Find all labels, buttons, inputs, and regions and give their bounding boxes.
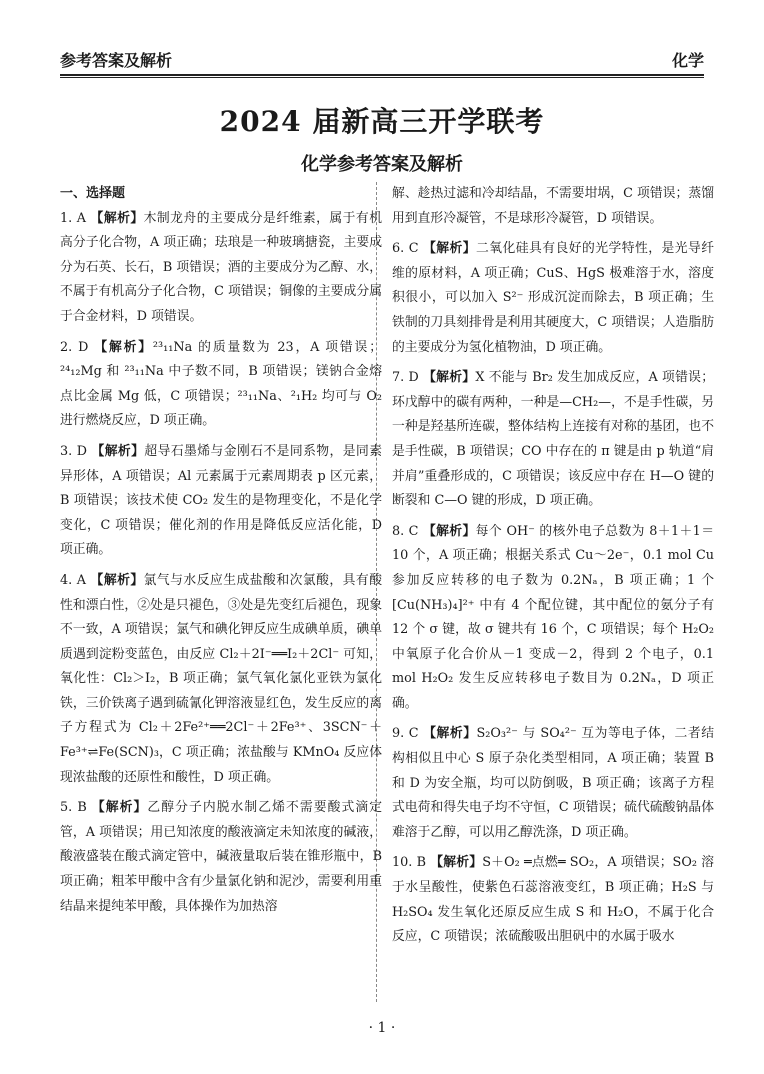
answer-number: 9. C xyxy=(392,726,419,742)
answer-number: 1. A xyxy=(60,210,86,226)
answer-item xyxy=(392,722,714,845)
answer-text: 氯气与水反应生成盐酸和次氯酸，具有酸性和漂白性，②处是只褪色，③处是先变红后褪色，现象不一致，A 项错误；氯气和碘化钾反应生成碘单质，碘单质遇到淀粉变蓝色，由反应 Cl₂＋2I⁻══I₂＋2Cl⁻ 可知，氧化性：Cl₂＞I₂，B 项正确；氯气氧化氯化亚铁为氯化铁，三价铁离子遇到硫氰化钾溶液显红色，发生反应的离子方程式为 Cl₂＋2Fe²⁺══2Cl⁻＋2Fe³⁺、3SCN⁻＋Fe³⁺⇌Fe(SCN)₃，C 项正确；浓盐酸与 KMnO₄ 反应体现浓盐酸的还原性和酸性，D 项正确。 xyxy=(60,572,382,785)
right-answer-list xyxy=(392,182,714,950)
answer-item xyxy=(60,207,382,330)
answer-number: 6. C xyxy=(392,241,419,257)
document-title: 2024 届新高三开学联考 xyxy=(219,105,545,138)
answer-item xyxy=(60,796,382,919)
analysis-tag: 【解析】 xyxy=(91,800,148,816)
header-left: 参考答案及解析 xyxy=(60,50,173,70)
answer-text: 乙醇分子内脱水制乙烯不需要酸式滴定管，A 项错误；用已知浓度的酸液滴定未知浓度的碱液，酸液盛装在酸式滴定管中，碱液量取后装在锥形瓶中，B 项正确；粗苯甲酸中含有少量氯化钠和泥沙，需要利用重结晶来提纯苯甲酸，具体操作为加热溶 xyxy=(60,800,382,914)
left-column xyxy=(60,182,382,925)
answer-item xyxy=(392,851,714,949)
document-subtitle: 化学参考答案及解析 xyxy=(301,154,463,175)
answer-item xyxy=(392,182,714,231)
answer-text: 解、趁热过滤和冷却结晶，不需要坩埚，C 项错误；蒸馏用到直形冷凝管，不是球形冷凝管，D 项错误。 xyxy=(392,186,714,226)
answer-number: 10. B xyxy=(392,855,427,871)
header-rule-thin xyxy=(60,77,704,78)
answer-item xyxy=(60,336,382,434)
analysis-tag: 【解析】 xyxy=(422,523,476,539)
analysis-tag: 【解析】 xyxy=(423,370,476,386)
section-heading: 一、选择题 xyxy=(60,186,126,201)
left-answer-list xyxy=(60,207,382,920)
answer-text: 二氧化硅具有良好的光学特性，是光导纤维的原材料，A 项正确；CuS、HgS 极难溶于水，溶度积很小，可以加入 S²⁻ 形成沉淀而除去，B 项正确；生铁制的刀具刻排骨是利用其硬度大，C 项错误；人造脂肪的主要成分为氢化植物油，D 项正确。 xyxy=(392,241,715,355)
answer-number: 4. A xyxy=(60,572,86,588)
right-column xyxy=(392,182,714,956)
analysis-tag: 【解析】 xyxy=(90,572,144,588)
header-right: 化学 xyxy=(671,50,704,70)
answer-text: 超导石墨烯与金刚石不是同系物，是同素异形体，A 项错误；Al 元素属于元素周期表 p 区元素，B 项错误；该技术使 CO₂ 发生的是物理变化，不是化学变化，C 项错误；催化剂的作用是降低反应活化能，D 项正确。 xyxy=(60,443,382,558)
answer-text: S＋O₂ ═点燃═ SO₂，A 项错误；SO₂ 溶于水呈酸性，使紫色石蕊溶液变红，B 项正确；H₂S 与 H₂SO₄ 发生氧化还原反应生成 S 和 H₂O，不属于化合反应，C 项错误；浓硫酸吸出胆矾中的水属于吸水 xyxy=(392,855,714,945)
answer-item xyxy=(60,569,382,790)
answer-text: X 不能与 Br₂ 发生加成反应，A 项错误；环戊醇中的碳有两种，一种是—CH₂—，不是手性碳，另一种是羟基所连碳，整体结构上连接有对称的基团，也不是手性碳，B 项错误；CO 中存在的 π 键是由 p 轨道“肩并肩”重叠形成的，C 项错误；该反应中存在 H—O 键的断裂和 C—O 键的形成，D 项正确。 xyxy=(392,370,714,509)
answer-number: 5. B xyxy=(60,800,87,816)
answer-text: S₂O₃²⁻ 与 SO₄²⁻ 互为等电子体，二者结构相似且中心 S 原子杂化类型相同，A 项正确；装置 B 和 D 为安全瓶，均可以防倒吸，B 项正确；该离子方程式电荷和得失电子均不守恒，C 项错误；硫代硫酸钠晶体难溶于乙醇，可以用乙醇洗涤，D 项正确。 xyxy=(392,726,715,840)
analysis-tag: 【解析】 xyxy=(90,210,144,226)
answer-item xyxy=(392,520,714,717)
answer-item xyxy=(392,237,714,360)
answer-item xyxy=(392,366,714,514)
answer-text: 每个 OH⁻ 的核外电子总数为 8＋1＋1＝10 个，A 项正确；根据关系式 Cu～2e⁻，0.1 mol Cu 参加反应转移的电子数为 0.2Nₐ，B 项正确；1 个 [Cu(NH₃)₄]²⁺ 中有 4 个配位键，其中配位的氨分子有 12 个 σ 键，故 σ 键共有 16 个，C 项错误；每个 H₂O₂ 中氧原子化合价从－1 变成－2，得到 2 个电子，0.1 mol H₂O₂ 发生反应转移电子数目为 0.2Nₐ，D 项正确。 xyxy=(392,523,715,711)
answer-number: 7. D xyxy=(392,370,419,386)
answer-number: 2. D xyxy=(60,339,89,355)
analysis-tag: 【解析】 xyxy=(423,726,477,742)
answer-text: ²³₁₁Na 的质量数为 23，A 项错误；²⁴₁₂Mg 和 ²³₁₁Na 中子数不同，B 项错误；镁钠合金熔点比金属 Mg 低，C 项错误；²³₁₁Na、²₁H₂ 均可与 O₂ 进行燃烧反应，D 项正确。 xyxy=(60,339,382,429)
analysis-tag: 【解析】 xyxy=(430,855,483,871)
answer-number: 3. D xyxy=(60,443,87,459)
analysis-tag: 【解析】 xyxy=(94,339,153,355)
analysis-tag: 【解析】 xyxy=(91,443,145,459)
answer-text: 木制龙舟的主要成分是纤维素，属于有机高分子化合物，A 项正确；珐琅是一种玻璃搪瓷，主要成分为石英、长石，B 项错误；酒的主要成分为乙醇、水，不属于有机高分子化合物，C 项错误；铜像的主要成分属于合金材料，D 项错误。 xyxy=(60,210,382,324)
page-number: · 1 · xyxy=(368,1020,396,1036)
analysis-tag: 【解析】 xyxy=(423,241,477,257)
answer-item xyxy=(60,440,382,563)
answer-number: 8. C xyxy=(392,523,419,539)
header-rule xyxy=(60,74,704,76)
page-header xyxy=(60,44,704,74)
